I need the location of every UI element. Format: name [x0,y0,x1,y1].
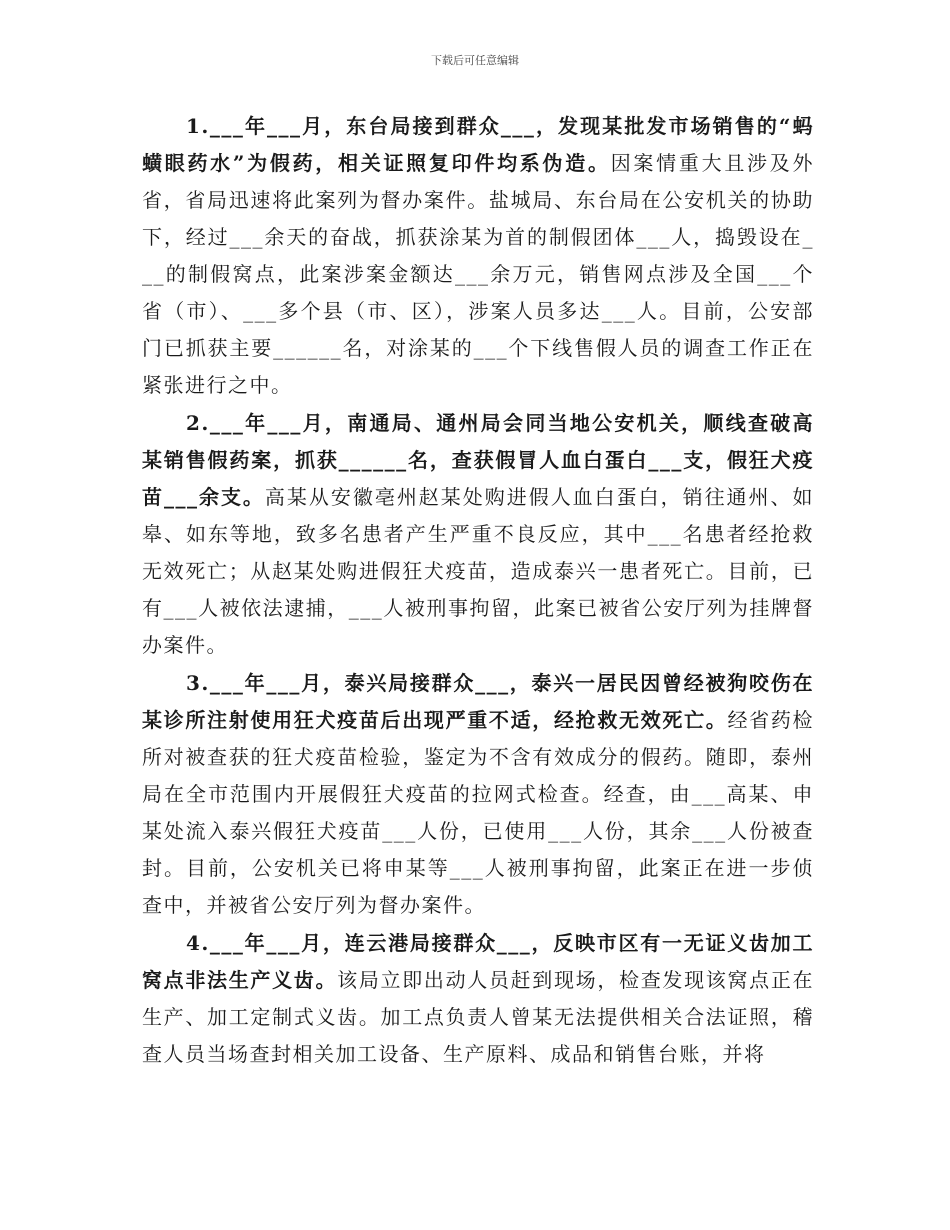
document-body [142,108,814,1074]
case-paragraph-2 [142,405,814,664]
case-paragraph-3 [142,665,814,924]
case-paragraph-1 [142,108,814,404]
case-3-body: 经省药检所对被查获的狂犬疫苗检验，鉴定为不含有效成分的假药。随即，泰州局在全市范围内开展假狂犬疫苗的拉网式检查。经查，由___高某、申某处流入泰兴假狂犬疫苗___人份，已使用___人份，其余___人份被查封。目前，公安机关已将申某等___人被刑事拘留，此案正在进一步侦查中，并被省公安厅列为督办案件。 [142,708,815,917]
case-1-lead: 1.___年___月，东台局接到群众___，发现某批发市场销售的“蚂蟥眼药水”为假药，相关证照复印件均系伪造。 [142,114,814,175]
case-2-body: 高某从安徽亳州赵某处购进假人血白蛋白，销往通州、如皋、如东等地，致多名患者产生严重不良反应，其中___名患者经抢救无效死亡；从赵某处购进假狂犬疫苗，造成泰兴一患者死亡。目前，已有___人被依法逮捕，___人被刑事拘留，此案已被省公安厅列为挂牌督办案件。 [142,485,815,657]
case-2-lead: 2.___年___月，南通局、通州局会同当地公安机关，顺线查破高某销售假药案，抓获______名，查获假冒人血白蛋白___支，假狂犬疫苗___余支。 [142,411,814,509]
page-header: 下载后可任意编辑 [431,54,519,67]
case-3-lead: 3.___年___月，泰兴局接群众___，泰兴一居民因曾经被狗咬伤在某诊所注射使用狂犬疫苗后出现严重不适，经抢救无效死亡。 [142,671,814,732]
case-paragraph-4 [142,925,814,1073]
case-4-body: 该局立即出动人员赶到现场，检查发现该窝点正在生产、加工定制式义齿。加工点负责人曾某无法提供相关合法证照，稽查人员当场查封相关加工设备、生产原料、成品和销售台账，并将 [142,968,815,1066]
case-4-lead: 4.___年___月，连云港局接群众___，反映市区有一无证义齿加工窝点非法生产义齿。 [142,931,814,992]
case-1-body: 因案情重大且涉及外省，省局迅速将此案列为督办案件。盐城局、东台局在公安机关的协助下，经过___余天的奋战，抓获涂某为首的制假团体___人，捣毁设在___的制假窝点，此案涉案金额达___余万元，销售网点涉及全国___个省（市）、___多个县（市、区），涉案人员多达___人。目前，公安部门已抓获主要______名，对涂某的___个下线售假人员的调查工作正在紧张进行之中。 [142,151,814,397]
